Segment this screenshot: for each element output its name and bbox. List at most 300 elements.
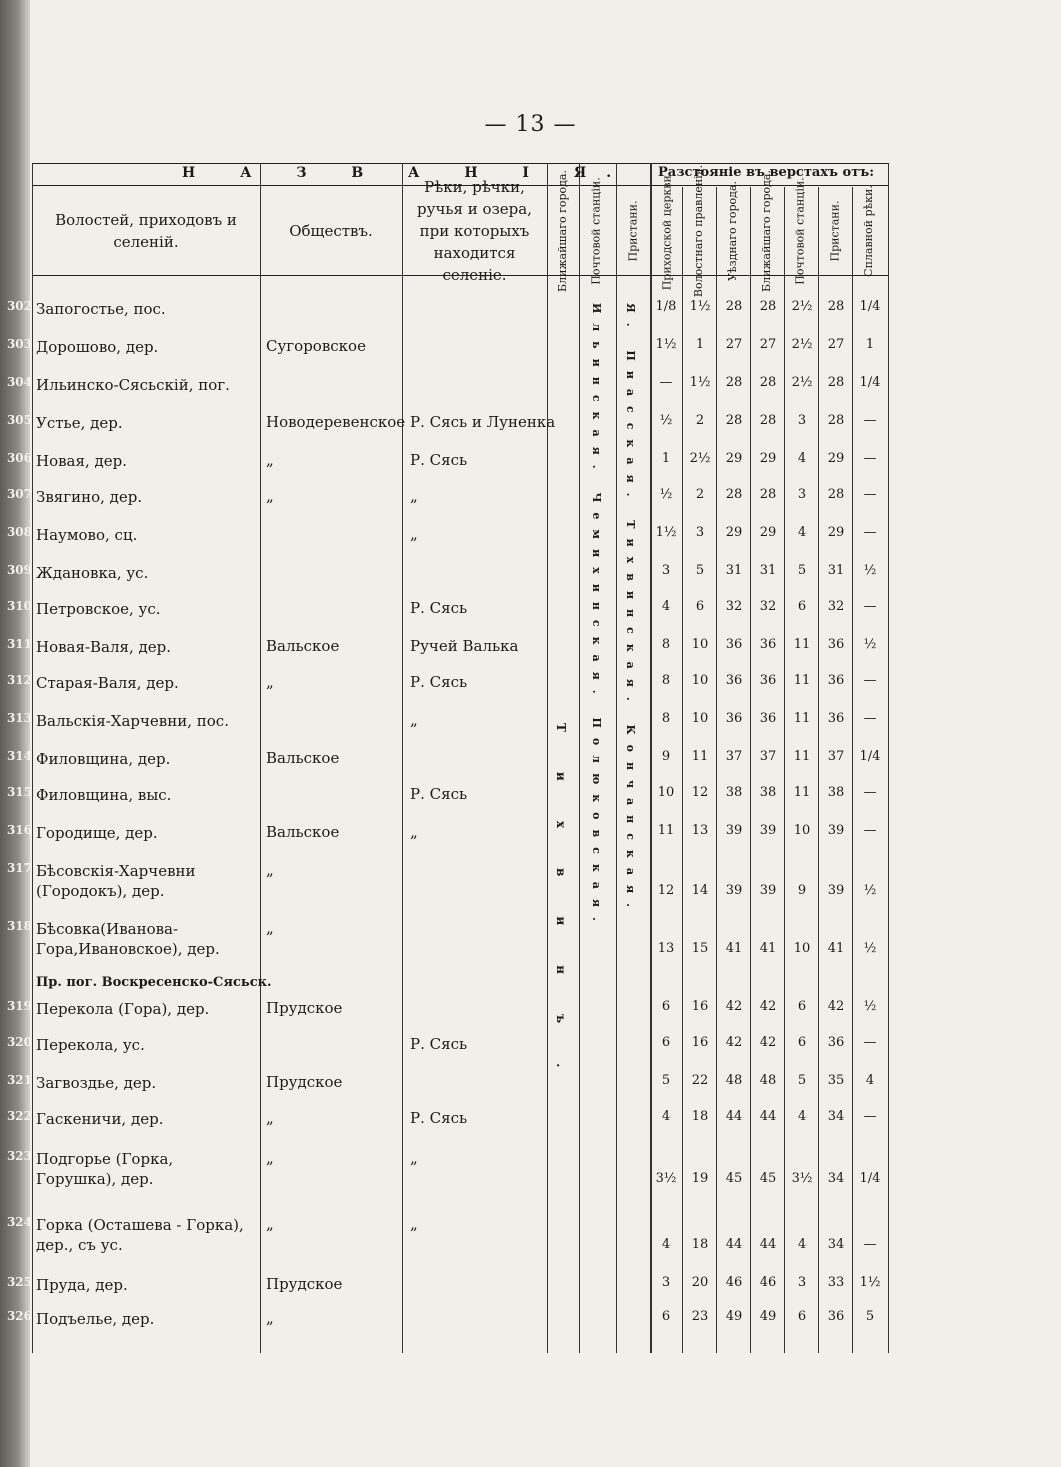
distance-value: 3 [661,563,671,578]
distance-value: 36 [725,673,743,688]
distance-value: 32 [827,599,845,614]
distance-value: 28 [759,487,777,502]
distance-value: 4 [797,525,807,540]
distance-value: 1½ [689,299,711,314]
table-row [6,1275,889,1305]
distance-value: 31 [759,563,777,578]
distance-value: 44 [725,1109,743,1124]
distance-value: 45 [759,1171,777,1186]
distance-value: 16 [691,999,709,1014]
distance-value: 1½ [859,1275,881,1290]
distance-value: 13 [691,823,709,838]
col-post2-header: Почтовой станціи. [794,177,807,285]
table-row [6,711,889,741]
society-name: „ [266,1309,274,1327]
distance-value: 27 [759,337,777,352]
settlement-name: Горка (Осташева - Горка), дер., съ ус. [36,1216,244,1254]
distance-value: — [863,1035,877,1050]
distance-value: 13 [657,941,675,956]
distance-value: 44 [725,1237,743,1252]
distance-value: 28 [725,299,743,314]
distance-value: 3 [695,525,705,540]
settlement-name: Пруда, дер. [36,1276,128,1294]
society-name: Прудское [266,999,343,1017]
distance-value: — [863,711,877,726]
distance-value: 42 [827,999,845,1014]
row-number: 317 [6,861,32,875]
distance-value: 41 [759,941,777,956]
row-number: 310 [6,599,32,613]
row-number: 303 [6,337,32,351]
distance-value: 39 [725,883,743,898]
distance-value: 44 [759,1109,777,1124]
page-number: — 13 — [484,112,577,137]
row-number: 304 [6,375,32,389]
distance-value: 1/4 [859,749,881,764]
distance-value: 10 [793,823,811,838]
society-name: Вальское [266,637,340,655]
distance-value: 11 [793,637,811,652]
distance-value: 36 [827,711,845,726]
settlement-name: Новая-Валя, дер. [36,638,172,656]
distance-value: 39 [725,823,743,838]
distance-value: 28 [827,413,845,428]
distance-value: ½ [863,637,877,652]
col-uezd-town-header: Уѣзднаго города. [726,180,740,282]
subheading: Пр. пог. Воскресенско-Сясьск. [36,975,272,990]
col-pier2-header: Пристани. [828,200,841,262]
distance-value: 2 [695,413,705,428]
distance-value: 11 [793,749,811,764]
table-row [6,1149,889,1188]
distance-value: 46 [725,1275,743,1290]
distance-value: 36 [827,1035,845,1050]
table-row [6,451,889,481]
post-vertical: Ильинская. Чемихинская. Полюковская. [590,303,603,931]
col-post-header: Почтовой станціи. [590,177,603,285]
distance-value: ½ [659,413,673,428]
distance-value: 37 [827,749,845,764]
distance-value: 8 [661,637,671,652]
distance-value: — [863,525,877,540]
settlement-name: Филовщина, выс. [36,786,172,804]
distance-value: 20 [691,1275,709,1290]
table-row [6,823,889,853]
row-number: 321 [6,1073,32,1087]
settlement-name: Перекола (Гора), дер. [36,1000,210,1018]
distance-value: 39 [827,823,845,838]
river-name: „ [410,487,418,505]
society-name: „ [266,1215,274,1233]
settlement-name: Дорошово, дер. [36,338,159,356]
distance-value: 31 [725,563,743,578]
row-number: 311 [6,637,32,651]
river-name: Р. Сясь [410,785,468,803]
society-name: Вальское [266,749,340,767]
settlement-name: Вальскія-Харчевни, пос. [36,712,229,730]
distance-value: 18 [691,1237,709,1252]
distance-value: 1/4 [859,1171,881,1186]
distance-value: 1 [695,337,705,352]
distance-value: 10 [793,941,811,956]
distance-value: 4 [797,451,807,466]
distance-value: 8 [661,711,671,726]
distance-value: 6 [695,599,705,614]
page-binding-edge [0,0,30,1467]
distance-value: 4 [797,1109,807,1124]
row-number: 309 [6,563,32,577]
distance-value: 6 [797,1035,807,1050]
distance-value: ½ [863,883,877,898]
distance-value: 1/8 [655,299,677,314]
distance-value: 8 [661,673,671,688]
settlement-name: Ильинско-Сясьскій, пог. [36,376,230,394]
distance-value: — [863,599,877,614]
distance-value: 12 [657,883,675,898]
table-row [6,749,889,779]
distance-value: 14 [691,883,709,898]
distance-value: 37 [725,749,743,764]
distance-value: 39 [827,883,845,898]
table-row [6,487,889,517]
row-number: 323 [6,1149,32,1163]
distance-value: 48 [725,1073,743,1088]
river-name: Ручей Валька [410,637,519,655]
society-name: Сугоровское [266,337,366,355]
row-number: 308 [6,525,32,539]
river-name: „ [410,1215,418,1233]
distance-value: 3 [797,413,807,428]
distance-value: 35 [827,1073,845,1088]
river-name: Р. Сясь [410,673,468,691]
distance-value: 36 [759,711,777,726]
settlement-name: Гаскеничи, дер. [36,1110,164,1128]
distance-value: 3 [797,1275,807,1290]
distance-value: 36 [725,711,743,726]
distance-value: 36 [759,673,777,688]
society-name: „ [266,919,274,937]
distance-value: 2½ [791,337,813,352]
table-row [6,861,889,900]
river-name: „ [410,1149,418,1167]
distance-value: 29 [827,451,845,466]
river-name: „ [410,525,418,543]
settlement-name: Подгорье (Горка, Горушка), дер. [36,1150,174,1188]
distance-value: 11 [793,711,811,726]
distance-value: 32 [725,599,743,614]
distance-value: — [863,1237,877,1252]
distance-value: 10 [691,637,709,652]
society-name: „ [266,451,274,469]
society-name: Прудское [266,1073,343,1091]
distance-value: 19 [691,1171,709,1186]
distance-value: — [863,673,877,688]
col-volost-header: Волостей, приходовъ и селеній. [55,211,237,251]
river-name: Р. Сясь [410,1035,468,1053]
distance-value: 49 [759,1309,777,1324]
distance-value: 42 [725,1035,743,1050]
distance-value: 42 [759,1035,777,1050]
distance-value: ½ [863,999,877,1014]
row-number: 307 [6,487,32,501]
settlement-name: Перекола, ус. [36,1036,145,1054]
table-row [6,337,889,367]
distance-value: 4 [661,1109,671,1124]
distance-value: 38 [827,785,845,800]
distance-value: 1/4 [859,299,881,314]
distance-value: 29 [759,525,777,540]
distance-value: 3 [661,1275,671,1290]
distance-value: 3½ [791,1171,813,1186]
row-number: 325 [6,1275,32,1289]
distance-value: 5 [661,1073,671,1088]
distance-value: 28 [827,375,845,390]
distance-value: — [863,785,877,800]
table-row [6,1215,889,1254]
distance-value: 31 [827,563,845,578]
distance-value: 28 [725,413,743,428]
society-name: Новодеревенское [266,413,406,431]
distance-value: 11 [793,673,811,688]
society-name: Вальское [266,823,340,841]
distance-value: 34 [827,1171,845,1186]
distance-value: 10 [691,711,709,726]
distance-value: 36 [725,637,743,652]
distance-value: 29 [725,525,743,540]
table-row [6,785,889,815]
row-number: 302 [6,299,32,313]
row-number: 314 [6,749,32,763]
pier-vertical: Я. Пиасская. Тихвинская. Кончанская. [624,303,637,917]
distance-value: 48 [759,1073,777,1088]
distance-value: 28 [759,375,777,390]
distance-value: 4 [661,599,671,614]
table-row [6,1109,889,1139]
settlement-name: Загвоздье, дер. [36,1074,157,1092]
distance-value: 15 [691,941,709,956]
distance-value: 18 [691,1109,709,1124]
distance-value: 5 [797,563,807,578]
row-number: 313 [6,711,32,725]
distance-value: 4 [797,1237,807,1252]
col-church-header: Приходской церкви. [660,171,674,291]
distance-value: 11 [657,823,675,838]
distance-value: 33 [827,1275,845,1290]
society-name: „ [266,1149,274,1167]
row-number: 324 [6,1215,32,1229]
distance-value: 3 [797,487,807,502]
distance-value: 38 [759,785,777,800]
river-name: „ [410,823,418,841]
table-row [6,999,889,1029]
row-number: 326 [6,1309,32,1323]
distance-value: — [659,375,673,390]
settlement-name: Запогостье, пос. [36,300,166,318]
distance-value: — [863,451,877,466]
distance-value: 4 [661,1237,671,1252]
river-name: „ [410,711,418,729]
distance-value: 36 [827,673,845,688]
settlement-name: Петровское, ус. [36,600,161,618]
distance-value: 27 [827,337,845,352]
settlement-name: Городище, дер. [36,824,158,842]
distance-value: 49 [725,1309,743,1324]
settlement-name: Звягино, дер. [36,488,143,506]
settlement-name: Наумово, сц. [36,526,138,544]
row-number: 318 [6,919,32,933]
distance-value: 11 [793,785,811,800]
distance-value: ½ [659,487,673,502]
names-title: Н А З В А Н І Я. [182,165,632,181]
table-row [6,1073,889,1103]
distance-value: 29 [759,451,777,466]
distance-value: 36 [827,1309,845,1324]
distance-value: 5 [695,563,705,578]
row-number: 312 [6,673,32,687]
distance-value: ½ [863,563,877,578]
distance-title: Разстояніе въ верстахъ отъ: [658,165,875,180]
distance-value: — [863,413,877,428]
settlements-table [6,163,889,1353]
distance-value: 1 [661,451,671,466]
distance-value: 3½ [655,1171,677,1186]
distance-value: 42 [759,999,777,1014]
distance-value: 1½ [655,337,677,352]
settlement-name: Филовщина, дер. [36,750,171,768]
col-river2-header: Сплавной рѣки. [862,185,875,277]
col-society-header: Обществъ. [289,222,373,240]
distance-value: 36 [827,637,845,652]
distance-value: 28 [827,299,845,314]
river-name: Р. Сясь [410,1109,468,1127]
distance-value: 22 [691,1073,709,1088]
distance-value: 6 [661,1309,671,1324]
distance-value: 11 [691,749,709,764]
row-number: 315 [6,785,32,799]
table-row [6,413,889,443]
distance-value: 4 [865,1073,875,1088]
distance-value: 29 [725,451,743,466]
distance-value: 2½ [791,375,813,390]
col-nearest-town-header: Ближайшаго города. [556,170,569,292]
settlement-name: Ждановка, ус. [36,564,149,582]
distance-value: 6 [797,599,807,614]
row-number: 306 [6,451,32,465]
settlement-name: Бѣсовскія-Харчевни (Городокъ), дер. [36,862,196,900]
row-number: 322 [6,1109,32,1123]
distance-value: 5 [865,1309,875,1324]
distance-value: 2 [695,487,705,502]
society-name: Прудское [266,1275,343,1293]
distance-value: 29 [827,525,845,540]
distance-value: 28 [725,375,743,390]
settlement-name: Подъелье, дер. [36,1310,155,1328]
table-row [6,919,889,958]
society-name: „ [266,861,274,879]
society-name: „ [266,673,274,691]
distance-value: 32 [759,599,777,614]
distance-value: 9 [797,883,807,898]
table-row [6,1035,889,1065]
distance-value: 2½ [791,299,813,314]
distance-value: 28 [827,487,845,502]
distance-value: 10 [691,673,709,688]
distance-value: 5 [797,1073,807,1088]
distance-value: 45 [725,1171,743,1186]
distance-value: 27 [725,337,743,352]
distance-value: 2½ [689,451,711,466]
col-near-town2-header: Ближайшаго города. [760,170,773,292]
table-row [6,637,889,667]
distance-value: — [863,823,877,838]
distance-value: 36 [759,637,777,652]
row-number: 319 [6,999,32,1013]
distance-value: 6 [661,999,671,1014]
distance-value: 1/4 [859,375,881,390]
distance-value: 41 [725,941,743,956]
distance-value: 1 [865,337,875,352]
nearest-town-vertical: Тихвинъ. [554,723,568,1108]
table-row [6,299,889,329]
river-name: Р. Сясь [410,599,468,617]
distance-value: 34 [827,1109,845,1124]
distance-value: 37 [759,749,777,764]
distance-value: 28 [725,487,743,502]
distance-value: ½ [863,941,877,956]
distance-value: 28 [759,299,777,314]
col-rivers-header: Рѣки, рѣчки, ручья и озера, при которыхъ находится селеніе. [417,178,532,284]
table-row [6,673,889,703]
distance-value: — [863,487,877,502]
table-row [6,1309,889,1339]
society-name: „ [266,1109,274,1127]
distance-value: 34 [827,1237,845,1252]
distance-value: 1½ [655,525,677,540]
distance-value: 39 [759,883,777,898]
table-row [6,525,889,555]
distance-value: 6 [661,1035,671,1050]
row-number: 305 [6,413,32,427]
distance-value: 9 [661,749,671,764]
distance-value: 6 [797,1309,807,1324]
distance-value: 16 [691,1035,709,1050]
distance-value: 39 [759,823,777,838]
distance-value: — [863,1109,877,1124]
distance-value: 1½ [689,375,711,390]
distance-value: 44 [759,1237,777,1252]
distance-value: 6 [797,999,807,1014]
society-name: „ [266,487,274,505]
row-number: 316 [6,823,32,837]
table-row [6,563,889,593]
distance-value: 10 [657,785,675,800]
settlement-name: Новая, дер. [36,452,127,470]
distance-value: 38 [725,785,743,800]
river-name: Р. Сясь и Луненка [410,413,556,431]
distance-value: 46 [759,1275,777,1290]
distance-value: 28 [759,413,777,428]
row-number: 320 [6,1035,32,1049]
river-name: Р. Сясь [410,451,468,469]
table-row [6,599,889,629]
table-row [6,375,889,405]
distance-value: 23 [691,1309,709,1324]
settlement-name: Старая-Валя, дер. [36,674,179,692]
distance-value: 42 [725,999,743,1014]
distance-value: 41 [827,941,845,956]
settlement-name: Устье, дер. [36,414,123,432]
settlement-name: Бѣсовка(Иванова-Гора,Ивановское), дер. [36,920,220,958]
